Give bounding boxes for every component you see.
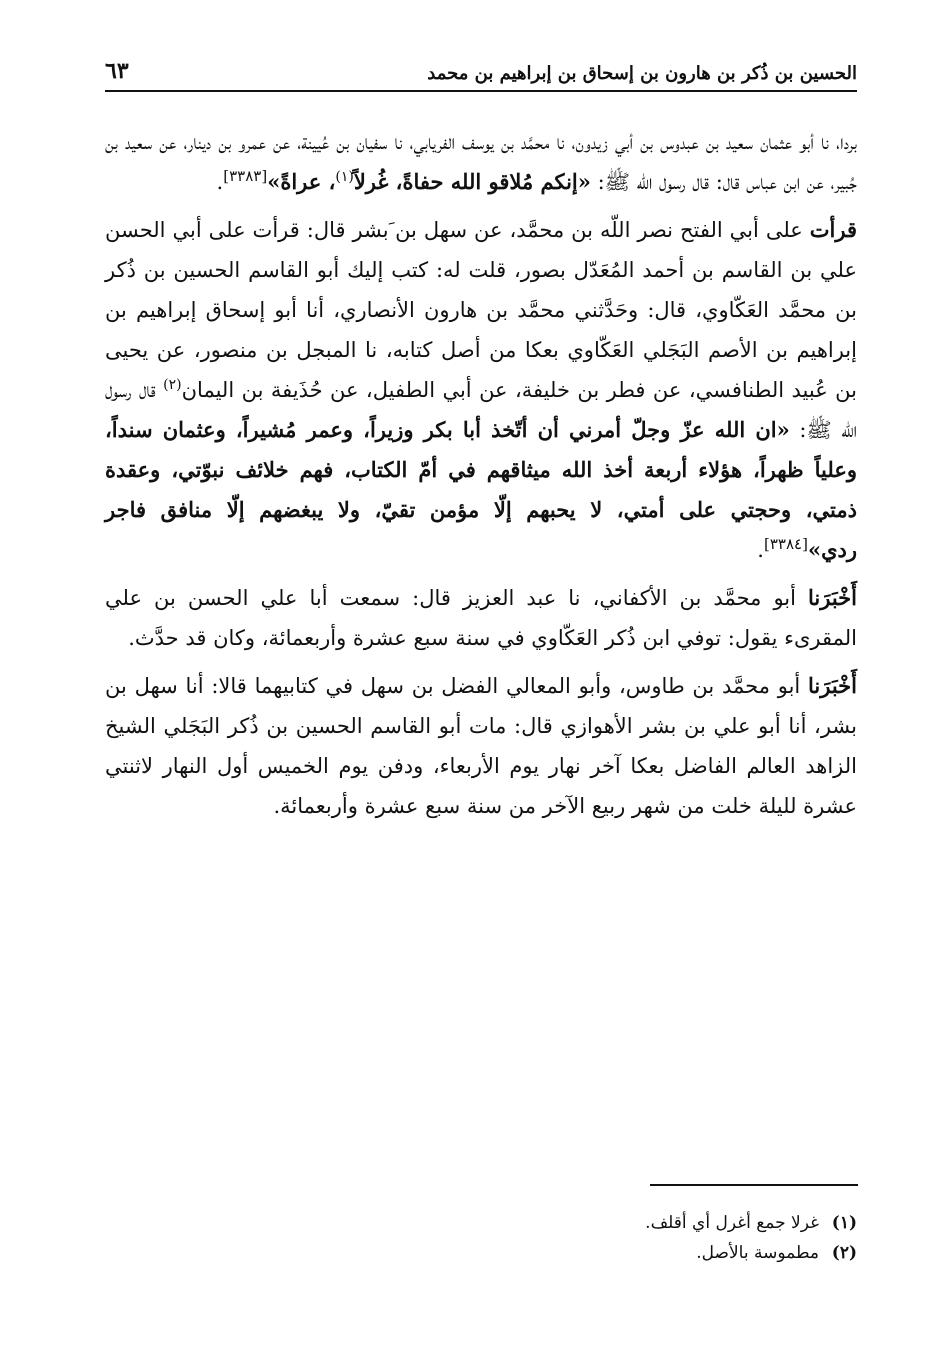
paragraph-2-end: . xyxy=(757,538,764,562)
paragraph-4-lead: أَخْبَرَنا xyxy=(808,673,857,698)
paragraph-1 xyxy=(105,122,857,202)
paragraph-1-end: . xyxy=(216,170,224,194)
paragraph-2-lead: قرأت xyxy=(809,217,857,242)
running-head-title: الحسين بن ذُكر بن هارون بن إسحاق بن إبراهيم بن محمد xyxy=(427,63,857,84)
footnote-2-number: (٢) xyxy=(831,1243,857,1263)
main-text xyxy=(105,122,857,834)
page-number: ٦٣ xyxy=(105,58,129,84)
reference-number-3384: [٣٣٨٤] xyxy=(763,535,808,553)
footnote-1-number: (١) xyxy=(831,1213,857,1233)
paragraph-1-text: بردا، نا أبو عثمان سعيد بن عبدوس بن أبي زيدون، نا محمَّد بن يوسف الفريابي، نا سفيان بن عُيينة، عن عمرو بن دينار، عن سعيد بن جُبير، عن ابن عباس قال: قال رسول الله ﷺ: xyxy=(105,130,857,194)
paragraph-2-text: على أبي الفتح نصر اللّه بن محمَّد، عن سهل بن َبشر قال: قرأت على أبي الحسن علي بن القاسم بن أحمد المُعَدّل بصور، قلت له: كتب إليك أبو القاسم الحسين بن ذُكر بن محمَّد العَكّاوي، قال: وحَدَّثني محمَّد بن هارون الأنصاري، أنا أبو إسحاق إبراهيم بن إبراهيم بن الأصم البَجَلي العَكّاوي بعكا من أصل كتابه، نا المبجل بن منصور، عن يحيى بن عُبيد الطنافسي، عن فطر بن خليفة، عن أبي الطفيل، عن حُذَيفة بن اليمان xyxy=(105,218,857,402)
paragraph-2 xyxy=(105,210,857,570)
paragraph-3-text: أبو محمَّد بن الأكفاني، نا عبد العزيز قال: سمعت أبا علي الحسن بن علي المقرىء يقول: توفي ابن ذُكر العَكّاوي في سنة سبع عشرة وأربعمائة، وكان قد حدَّث. xyxy=(105,586,857,650)
footnote-2 xyxy=(105,1238,857,1268)
hadith-quote-1-end: ، عراةً» xyxy=(267,169,336,194)
paragraph-4-text: أبو محمَّد بن طاوس، وأبو المعالي الفضل بن سهل في كتابيهما قالا: أنا سهل بن بشر، أنا أبو علي بن بشر الأهوازي قال: مات أبو القاسم الحسين بن ذُكر البَجَلي الشيخ الزاهد العالم الفاضل بعكا آخر نهار يوم الأربعاء، ودفن يوم الخميس أول النهار لاثنتي عشرة لليلة خلت من شهر ربيع الآخر من سنة سبع عشرة وأربعمائة. xyxy=(105,674,857,818)
paragraph-3-lead: أَخْبَرَنا xyxy=(808,585,857,610)
reference-number-3383: [٣٣٨٣] xyxy=(223,167,268,185)
footnote-mark-1: (١) xyxy=(335,169,354,185)
footnote-mark-2: (٢) xyxy=(163,377,182,393)
footnote-2-text: مطموسة بالأصل. xyxy=(696,1243,819,1263)
footnote-1 xyxy=(105,1208,857,1238)
hadith-quote-2: «ان الله عزّ وجلّ أمرني أن أتّخذ أبا بكر وزيراً، وعمر مُشيراً، وعثمان سنداً، وعلياً ظهراً، هؤلاء أربعة أخذ الله ميثاقهم في أمّ الكتاب، فهم خلائف نبوّتي، وعقدة ذمتي، وحجتي على أمتي، لا يحبهم إلّا مؤمن تقيّ، ولا يبغضهم إلّا منافق فاجر ردي» xyxy=(105,417,857,562)
paragraph-2-mid: قال رسول الله ﷺ: xyxy=(105,378,858,442)
hadith-quote-1: «إنكم مُلاقو الله حفاةً، غُرلاً xyxy=(353,169,591,194)
paragraph-3 xyxy=(105,578,857,658)
running-header xyxy=(105,58,857,92)
footnotes xyxy=(105,1208,857,1268)
footnote-divider xyxy=(650,1184,858,1186)
footnote-1-text: غرلا جمع أغرل أي أقلف. xyxy=(645,1213,819,1233)
paragraph-4 xyxy=(105,666,857,826)
